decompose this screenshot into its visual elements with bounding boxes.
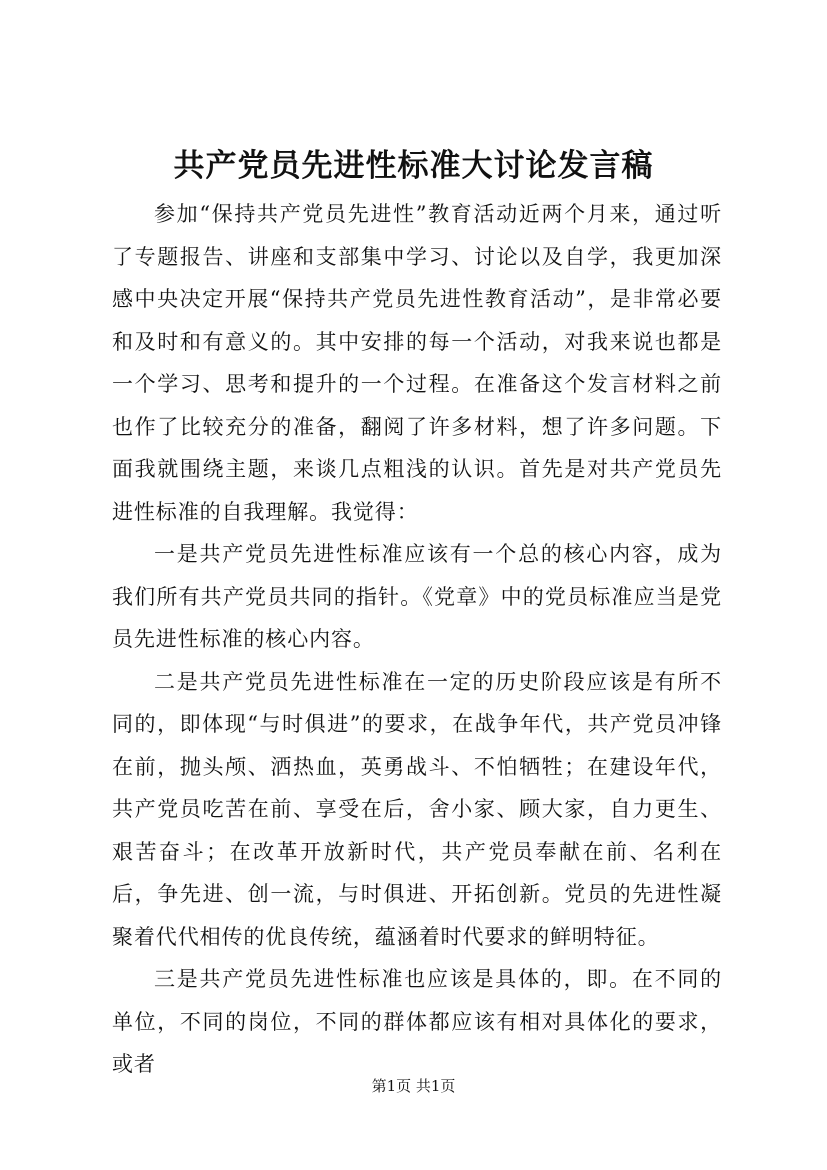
paragraph-intro: 参加“保持共产党员先进性”教育活动近两个月来，通过听了专题报告、讲座和支部集中学习、讨论以及自学，我更加深感中央决定开展“保持共产党员先进性教育活动”，是非常必要和及时和有意义的。其中安排的每一个活动，对我来说也都是一个学习、思考和提升的一个过程。在准备这个发言材料之前也作了比较充分的准备，翻阅了许多材料，想了许多问题。下面我就围绕主题，来谈几点粗浅的认识。首先是对共产党员先进性标准的自我理解。我觉得： (112, 202, 722, 524)
document-body (112, 193, 722, 1086)
document-title: 共产党员先进性标准大讨论发言稿 (173, 148, 654, 184)
paragraph-point-three: 三是共产党员先进性标准也应该是具体的，即。在不同的单位，不同的岗位，不同的群体都应该有相对具体化的要求，或者 (112, 967, 722, 1076)
paragraph-point-two: 二是共产党员先进性标准在一定的历史阶段应该是有所不同的，即体现“与时俱进”的要求，在战争年代，共产党员冲锋在前，抛头颅、洒热血，英勇战斗、不怕牺牲；在建设年代，共产党员吃苦在前、享受在后，舍小家、顾大家，自力更生、艰苦奋斗；在改革开放新时代，共产党员奉献在前、名利在后，争先进、创一流，与时俱进、开拓创新。党员的先进性凝聚着代代相传的优良传统，蕴涵着时代要求的鲜明特征。 (112, 669, 722, 949)
paragraph-point-one: 一是共产党员先进性标准应该有一个总的核心内容，成为我们所有共产党员共同的指针。《党章》中的党员标准应当是党员先进性标准的核心内容。 (112, 542, 722, 651)
page-footer: 第1页 共1页 (371, 1077, 456, 1095)
